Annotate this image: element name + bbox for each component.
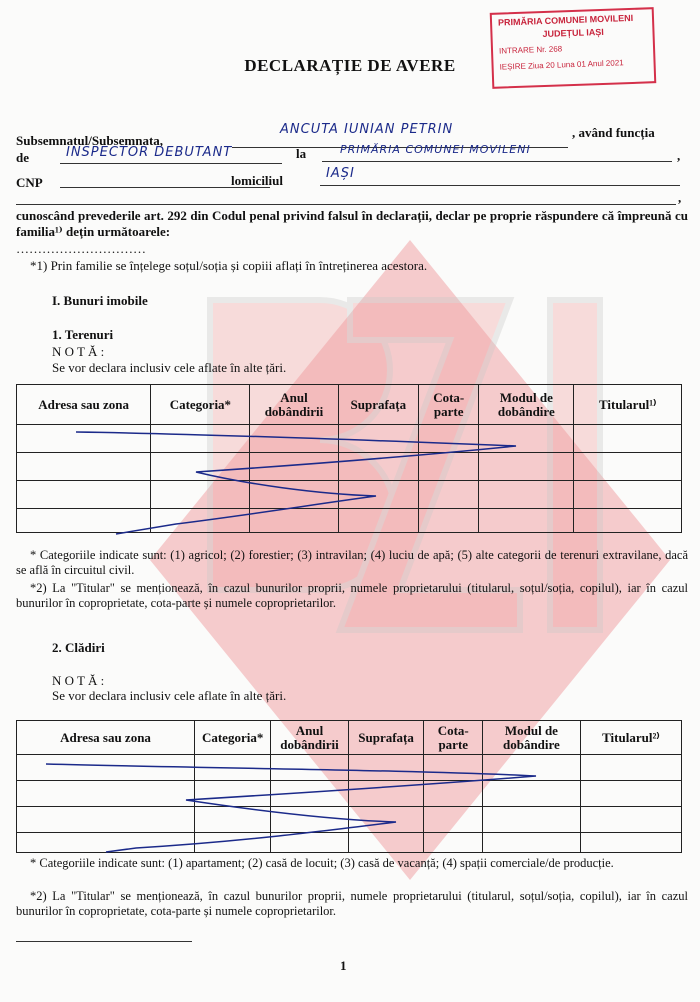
col-suprafata: Suprafața (338, 385, 419, 425)
buildings-titular-note: *2) La "Titular" se menționează, în cazul bunurilor proprii, numele proprietarului (titularul, soțul/soția, copilul), iar în cazul bunurilor în coproprietate, cota-parte și numele coproprietarilor. (16, 889, 688, 918)
nota-label: N O T Ă : (52, 344, 105, 359)
label-domiciliu: lomiciliul (231, 173, 283, 188)
declarant-institution: PRIMĂRIA COMUNEI MOVILENI (340, 143, 531, 156)
comma-2: , (678, 190, 682, 205)
stamp-entry-number: INTRARE Nr. 268 (498, 44, 563, 56)
land-category-note: * Categoriile indicate sunt: (1) agricol; (2) forestier; (3) intravilan; (4) luciu de apă; (5) alte categorii de terenuri extravilane, dacă se află în circuitul civil. (16, 548, 688, 577)
col-titularul: Titularul¹⁾ (574, 385, 682, 425)
nota-label-2: N O T Ă : (52, 673, 105, 688)
comma-1: , (677, 148, 681, 163)
col-categoria-2: Categoria* (195, 721, 271, 755)
col-titularul-2: Titularul²⁾ (580, 721, 681, 755)
col-modul-2: Modul de dobândire (483, 721, 581, 755)
buildings-cancel-mark (16, 756, 682, 854)
col-anul-2: Anul dobândirii (271, 721, 349, 755)
buildings-category-note: * Categoriile indicate sunt: (1) apartament; (2) casă de locuit; (3) casă de vacanță; (4) spații comerciale/de producție. (30, 856, 614, 870)
section-heading-bunuri-imobile: I. Bunuri imobile (52, 293, 148, 308)
land-table-header (17, 385, 682, 425)
nota-text-2: Se vor declara inclusiv cele aflate în alte țări. (52, 688, 287, 703)
institution-line (322, 160, 672, 162)
page-number: 1 (340, 958, 347, 973)
col-anul: Anul dobândirii (250, 385, 338, 425)
declarant-function: INSPECTOR DEBUTANT (66, 145, 233, 160)
label-de: de (16, 150, 29, 165)
document-title: DECLARAȚIE DE AVERE (244, 56, 456, 75)
registration-stamp (490, 7, 657, 89)
buildings-table-header (17, 721, 682, 755)
dotted-line: ………………………… (16, 241, 146, 256)
subsection-terenuri: 1. Terenuri (52, 327, 114, 342)
col-suprafata-2: Suprafața (348, 721, 424, 755)
stamp-institution: PRIMĂRIA COMUNEI MOVILENI (497, 12, 634, 28)
col-cota-parte-2: Cota-parte (424, 721, 483, 755)
land-cancel-mark (16, 424, 682, 536)
label-subsemnatul: Subsemnatul/Subsemnata, (16, 133, 164, 148)
declaration-statement: cunoscând prevederile art. 292 din Codul penal privind falsul în declarații, declar pe proprie răspundere că împreună cu familia¹⁾ dețin următoarele: (16, 208, 688, 239)
extra-line (16, 203, 676, 205)
function-line (60, 162, 282, 164)
footnote-separator (16, 940, 192, 942)
stamp-county: JUDEȚUL IAȘI (542, 26, 604, 40)
col-adresa-2: Adresa sau zona (17, 721, 195, 755)
land-titular-note: *2) La "Titular" se menționează, în cazul bunurilor proprii, numele proprietarului (titularul, soțul/soția, copilul), iar în cazul bunurilor în coproprietate, cota-parte și numele coproprietarilor. (16, 581, 688, 610)
col-cota-parte: Cota-parte (419, 385, 479, 425)
declarant-domicile: IAȘI (326, 166, 355, 181)
subsection-cladiri: 2. Clădiri (52, 640, 105, 655)
label-la: la (296, 146, 307, 161)
col-categoria: Categoria* (151, 385, 250, 425)
col-modul: Modul de dobândire (479, 385, 574, 425)
nota-text: Se vor declara inclusiv cele aflate în alte țări. (52, 360, 287, 375)
label-avand-functia: , având funcția (572, 125, 655, 140)
domicile-line (320, 184, 680, 186)
declarant-name: ANCUTA IUNIAN PETRIN (280, 122, 454, 137)
label-cnp: CNP (16, 175, 43, 190)
stamp-date: IEȘIRE Ziua 20 Luna 01 Anul 2021 (499, 58, 624, 72)
family-note: *1) Prin familie se înțelege soțul/soția și copiii aflați în întreținerea acestora. (30, 258, 428, 273)
col-adresa: Adresa sau zona (17, 385, 151, 425)
